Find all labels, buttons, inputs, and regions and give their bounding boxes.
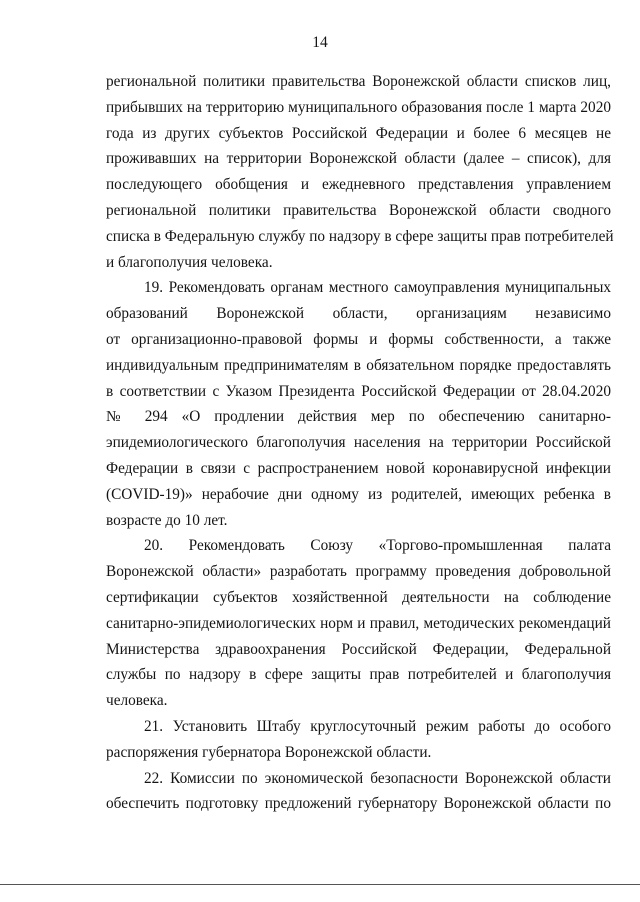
text-line: проживавших на территории Воронежской области (далее – список), для bbox=[106, 150, 611, 168]
text-line: Воронежской области» разработать программу проведения добровольной bbox=[106, 563, 611, 581]
text-line: последующего обобщения и ежедневного представления управлением bbox=[106, 176, 611, 194]
text-line: № 294 «О продлении действия мер по обеспечению санитарно- bbox=[106, 408, 611, 426]
text-line: от организационно-правовой формы и формы собственности, а также bbox=[106, 330, 611, 348]
text-line: эпидемиологического благополучия населения на территории Российской bbox=[106, 434, 611, 452]
text-line: индивидуальным предпринимателям в обязательном порядке предоставлять bbox=[106, 356, 611, 374]
text-line: человека. bbox=[106, 692, 168, 710]
text-line: (COVID-19)» нерабочие дни одному из родителей, имеющих ребенка в bbox=[106, 485, 611, 503]
text-line: в соответствии с Указом Президента Российской Федерации от 28.04.2020 bbox=[106, 382, 611, 400]
text-line: возрасте до 10 лет. bbox=[106, 511, 228, 529]
text-line: и благополучия человека. bbox=[106, 253, 273, 271]
text-line: сертификации субъектов хозяйственной деятельности на соблюдение bbox=[106, 588, 611, 606]
text-line: года из других субъектов Российской Федерации и более 6 месяцев не bbox=[106, 124, 611, 142]
text-line: региональной политики правительства Воронежской области сводного bbox=[106, 201, 611, 219]
text-line: обеспечить подготовку предложений губернатору Воронежской области по bbox=[106, 795, 611, 813]
text-line: Министерства здравоохранения Российской Федерации, Федеральной bbox=[106, 640, 611, 658]
scan-bottom-edge bbox=[0, 884, 640, 885]
page-number: 14 bbox=[312, 34, 328, 51]
text-line: 19. Рекомендовать органам местного самоуправления муниципальных bbox=[144, 279, 611, 297]
text-line: распоряжения губернатора Воронежской области. bbox=[106, 743, 432, 761]
text-line: санитарно-эпидемиологических норм и правил, методических рекомендаций bbox=[106, 614, 611, 632]
text-line: региональной политики правительства Воронежской области списков лиц, bbox=[106, 73, 611, 90]
text-line: списка в Федеральную службу по надзору в сфере защиты прав потребителей bbox=[106, 227, 614, 245]
text-line: образований Воронежской области, организациям независимо bbox=[106, 305, 611, 323]
text-line: Федерации в связи с распространением новой коронавирусной инфекции bbox=[106, 459, 611, 477]
text-line: службы по надзору в сфере защиты прав потребителей и благополучия bbox=[106, 666, 611, 684]
text-line: прибывших на территорию муниципального образования после 1 марта 2020 bbox=[106, 98, 611, 116]
document-body bbox=[106, 69, 614, 817]
text-line: 21. Установить Штабу круглосуточный режим работы до особого bbox=[144, 717, 611, 735]
text-line: 20. Рекомендовать Союзу «Торгово-промышленная палата bbox=[144, 537, 611, 555]
text-line: 22. Комиссии по экономической безопасности Воронежской области bbox=[144, 769, 611, 787]
